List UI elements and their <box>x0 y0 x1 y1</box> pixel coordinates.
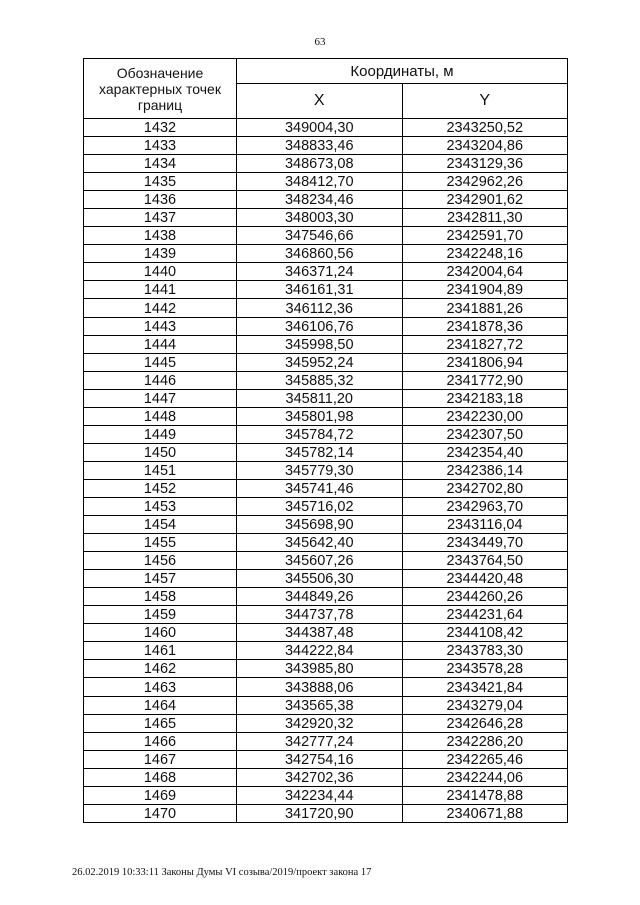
point-cell: 1463 <box>84 678 237 696</box>
x-cell: 344222,84 <box>237 642 403 660</box>
x-cell: 343888,06 <box>237 678 403 696</box>
point-cell: 1461 <box>84 642 237 660</box>
table-row <box>84 335 568 353</box>
point-cell: 1435 <box>84 173 237 191</box>
y-cell: 2340671,88 <box>402 804 568 822</box>
y-cell: 2341772,90 <box>402 371 568 389</box>
table-row <box>84 371 568 389</box>
x-cell: 346860,56 <box>237 245 403 263</box>
y-cell: 2344108,42 <box>402 624 568 642</box>
table-row <box>84 552 568 570</box>
table-row <box>84 155 568 173</box>
point-cell: 1459 <box>84 606 237 624</box>
y-cell: 2342811,30 <box>402 209 568 227</box>
footer-stamp: 26.02.2019 10:33:11 Законы Думы VI созыва/2019/проект закона 17 <box>72 867 372 878</box>
x-cell: 345801,98 <box>237 407 403 425</box>
table-row <box>84 732 568 750</box>
table-header <box>84 59 568 119</box>
table-row <box>84 606 568 624</box>
point-cell: 1467 <box>84 750 237 768</box>
x-cell: 347546,66 <box>237 227 403 245</box>
x-cell: 344387,48 <box>237 624 403 642</box>
header-row-top <box>84 59 568 84</box>
point-cell: 1440 <box>84 263 237 281</box>
table-row <box>84 624 568 642</box>
y-cell: 2342286,20 <box>402 732 568 750</box>
x-cell: 345885,32 <box>237 371 403 389</box>
y-cell: 2344260,26 <box>402 588 568 606</box>
x-cell: 345506,30 <box>237 570 403 588</box>
y-cell: 2343129,36 <box>402 155 568 173</box>
point-cell: 1464 <box>84 696 237 714</box>
point-cell: 1468 <box>84 768 237 786</box>
table-row <box>84 443 568 461</box>
x-cell: 345741,46 <box>237 479 403 497</box>
table-row <box>84 479 568 497</box>
x-cell: 348673,08 <box>237 155 403 173</box>
table-row <box>84 137 568 155</box>
table-row <box>84 588 568 606</box>
table-row <box>84 497 568 515</box>
table-row <box>84 317 568 335</box>
x-cell: 348234,46 <box>237 191 403 209</box>
x-cell: 345698,90 <box>237 516 403 534</box>
x-cell: 345784,72 <box>237 425 403 443</box>
y-cell: 2343279,04 <box>402 696 568 714</box>
point-cell: 1437 <box>84 209 237 227</box>
x-cell: 346161,31 <box>237 281 403 299</box>
x-cell: 344737,78 <box>237 606 403 624</box>
point-cell: 1446 <box>84 371 237 389</box>
x-cell: 345607,26 <box>237 552 403 570</box>
table-row <box>84 660 568 678</box>
x-cell: 342234,44 <box>237 786 403 804</box>
x-cell: 343985,80 <box>237 660 403 678</box>
y-cell: 2342183,18 <box>402 389 568 407</box>
x-cell: 346371,24 <box>237 263 403 281</box>
y-cell: 2342962,26 <box>402 173 568 191</box>
table-row <box>84 173 568 191</box>
point-cell: 1447 <box>84 389 237 407</box>
y-cell: 2341806,94 <box>402 353 568 371</box>
point-cell: 1457 <box>84 570 237 588</box>
point-cell: 1444 <box>84 335 237 353</box>
table-row <box>84 804 568 822</box>
x-cell: 342702,36 <box>237 768 403 786</box>
x-cell: 349004,30 <box>237 119 403 137</box>
point-cell: 1452 <box>84 479 237 497</box>
table-row <box>84 299 568 317</box>
y-cell: 2342004,64 <box>402 263 568 281</box>
point-cell: 1441 <box>84 281 237 299</box>
point-cell: 1470 <box>84 804 237 822</box>
y-cell: 2342702,80 <box>402 479 568 497</box>
table-row <box>84 786 568 804</box>
y-cell: 2342307,50 <box>402 425 568 443</box>
x-cell: 341720,90 <box>237 804 403 822</box>
point-cell: 1453 <box>84 497 237 515</box>
point-cell: 1433 <box>84 137 237 155</box>
y-cell: 2342646,28 <box>402 714 568 732</box>
y-cell: 2341478,88 <box>402 786 568 804</box>
coordinates-header: Координаты, м <box>237 59 568 84</box>
point-cell: 1456 <box>84 552 237 570</box>
table-row <box>84 768 568 786</box>
point-cell: 1462 <box>84 660 237 678</box>
x-cell: 342920,32 <box>237 714 403 732</box>
coordinates-table <box>83 58 568 823</box>
table-row <box>84 353 568 371</box>
y-cell: 2341827,72 <box>402 335 568 353</box>
designation-header: Обозначение характерных точек границ <box>84 59 237 119</box>
x-cell: 344849,26 <box>237 588 403 606</box>
y-cell: 2342230,00 <box>402 407 568 425</box>
point-cell: 1455 <box>84 534 237 552</box>
y-cell: 2341904,89 <box>402 281 568 299</box>
point-cell: 1445 <box>84 353 237 371</box>
y-cell: 2343116,04 <box>402 516 568 534</box>
y-cell: 2342386,14 <box>402 461 568 479</box>
y-cell: 2343578,28 <box>402 660 568 678</box>
table-row <box>84 714 568 732</box>
table-row <box>84 461 568 479</box>
y-cell: 2342244,06 <box>402 768 568 786</box>
table-row <box>84 263 568 281</box>
table-row <box>84 281 568 299</box>
table-row <box>84 119 568 137</box>
y-cell: 2344231,64 <box>402 606 568 624</box>
x-cell: 345716,02 <box>237 497 403 515</box>
point-cell: 1438 <box>84 227 237 245</box>
point-cell: 1458 <box>84 588 237 606</box>
y-header: Y <box>402 84 568 119</box>
table-row <box>84 750 568 768</box>
point-cell: 1432 <box>84 119 237 137</box>
x-cell: 342754,16 <box>237 750 403 768</box>
table-row <box>84 696 568 714</box>
y-cell: 2341881,26 <box>402 299 568 317</box>
point-cell: 1465 <box>84 714 237 732</box>
y-cell: 2343783,30 <box>402 642 568 660</box>
point-cell: 1443 <box>84 317 237 335</box>
table-row <box>84 425 568 443</box>
point-cell: 1449 <box>84 425 237 443</box>
y-cell: 2342591,70 <box>402 227 568 245</box>
y-cell: 2342901,62 <box>402 191 568 209</box>
x-cell: 346112,36 <box>237 299 403 317</box>
point-cell: 1460 <box>84 624 237 642</box>
table-row <box>84 570 568 588</box>
x-cell: 345998,50 <box>237 335 403 353</box>
table-row <box>84 191 568 209</box>
y-cell: 2344420,48 <box>402 570 568 588</box>
x-cell: 348412,70 <box>237 173 403 191</box>
point-cell: 1448 <box>84 407 237 425</box>
table-row <box>84 227 568 245</box>
x-cell: 343565,38 <box>237 696 403 714</box>
x-cell: 345952,24 <box>237 353 403 371</box>
point-cell: 1442 <box>84 299 237 317</box>
x-cell: 345642,40 <box>237 534 403 552</box>
table-row <box>84 516 568 534</box>
page-number: 63 <box>314 36 326 48</box>
x-header: X <box>237 84 403 119</box>
table-body <box>84 119 568 823</box>
y-cell: 2343250,52 <box>402 119 568 137</box>
table-row <box>84 534 568 552</box>
table-row <box>84 678 568 696</box>
y-cell: 2342963,70 <box>402 497 568 515</box>
x-cell: 345782,14 <box>237 443 403 461</box>
point-cell: 1436 <box>84 191 237 209</box>
y-cell: 2342265,46 <box>402 750 568 768</box>
y-cell: 2343421,84 <box>402 678 568 696</box>
y-cell: 2342354,40 <box>402 443 568 461</box>
table-row <box>84 245 568 263</box>
y-cell: 2343204,86 <box>402 137 568 155</box>
table-row <box>84 389 568 407</box>
x-cell: 346106,76 <box>237 317 403 335</box>
x-cell: 348003,30 <box>237 209 403 227</box>
y-cell: 2342248,16 <box>402 245 568 263</box>
point-cell: 1450 <box>84 443 237 461</box>
point-cell: 1454 <box>84 516 237 534</box>
point-cell: 1451 <box>84 461 237 479</box>
table-row <box>84 407 568 425</box>
table-row <box>84 209 568 227</box>
x-cell: 345779,30 <box>237 461 403 479</box>
point-cell: 1434 <box>84 155 237 173</box>
y-cell: 2343764,50 <box>402 552 568 570</box>
y-cell: 2343449,70 <box>402 534 568 552</box>
point-cell: 1469 <box>84 786 237 804</box>
table-row <box>84 642 568 660</box>
x-cell: 342777,24 <box>237 732 403 750</box>
x-cell: 345811,20 <box>237 389 403 407</box>
y-cell: 2341878,36 <box>402 317 568 335</box>
point-cell: 1466 <box>84 732 237 750</box>
point-cell: 1439 <box>84 245 237 263</box>
x-cell: 348833,46 <box>237 137 403 155</box>
